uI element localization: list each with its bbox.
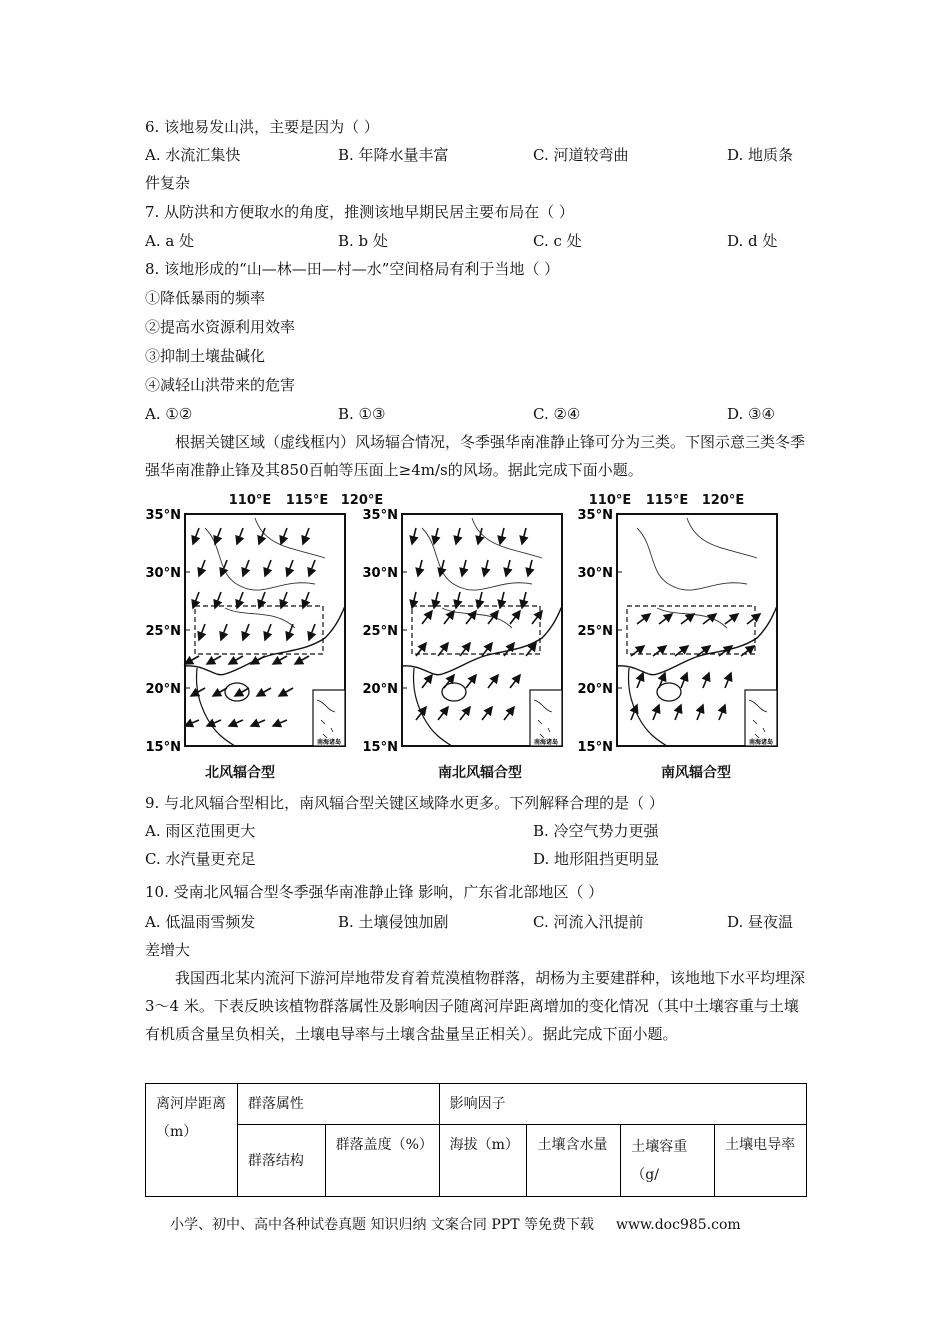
q9-option-c: C. 水汽量更充足 [145,850,256,868]
q7-stem: 7. 从防洪和方便取水的角度，推测该地早期民居主要布局在（ ） [145,203,574,221]
inset-box [313,690,345,746]
map-intro-text: 根据关键区域（虚线框内）风场辐合情况，冬季强华南准静止锋可分为三类。下图示意三类冬季强华南准静止锋及其850百帕等压面上≥4m/s的风场。据此完成下面小题。 [145,433,806,479]
q7-option-d: D. d 处 [727,232,778,250]
footer-text: 小学、初中、高中各种试卷真题 知识归纳 文案合同 PPT 等免费下载 [170,1217,594,1233]
q7-option-b: B. b 处 [338,232,388,250]
q10-option-b: B. 土壤侵蚀加剧 [338,913,449,931]
q7-option-c: C. c 处 [533,232,582,250]
q9-option-d: D. 地形阻挡更明显 [533,850,660,868]
q8-statement-4: ④减轻山洪带来的危害 [145,376,296,394]
latitude-label: 35°N [362,508,398,523]
q9-option-b: B. 冷空气势力更强 [533,822,659,840]
map-panel-1 [146,508,345,755]
map-caption-north: 北风辐合型 [205,765,275,781]
table-intro-paragraph [145,964,810,1048]
q8-option-c: C. ②④ [533,405,581,423]
q10-option-d: D. 昼夜温 [727,913,794,931]
inset-box [530,690,562,746]
q10-option-d-continued: 差增大 [145,941,191,959]
q8-stem: 8. 该地形成的“山—林—田—村—水”空间格局有利于当地（ ） [145,260,560,278]
table-header-community-attributes: 群落属性 [237,1084,439,1125]
q8-option-d: D. ③④ [727,405,775,423]
inset-label: 南海诸岛 [533,739,559,746]
q6-option-d: D. 地质条 [727,146,794,164]
longitude-label-1: 115°E [645,493,689,508]
latitude-label: 20°N [577,682,613,697]
table-header-soil-conductivity: 土壤电导率 [715,1125,807,1197]
longitude-label-c: 120°E [340,493,384,508]
table-header-influencing-factors: 影响因子 [439,1084,806,1125]
inset-label: 南海诸岛 [748,739,774,746]
wind-field-maps [140,488,810,756]
latitude-label: 35°N [145,508,181,523]
q6-option-c: C. 河道较弯曲 [533,146,629,164]
table-header-soil-water: 土壤含水量 [527,1125,621,1197]
latitude-label: 20°N [362,682,398,697]
q8-option-b: B. ①③ [338,405,386,423]
q8-statement-3: ③抑制土壤盐碱化 [145,347,266,365]
table-header-structure: 群落结构 [237,1125,325,1197]
table-header-altitude: 海拔（m） [439,1125,527,1197]
longitude-label-a: 110°E [228,493,272,508]
q8-statement-1: ①降低暴雨的频率 [145,289,266,307]
latitude-label: 15°N [145,740,181,755]
longitude-label-2: 120°E [701,493,745,508]
q6-stem: 6. 该地易发山洪，主要是因为（ ） [145,118,379,136]
page-footer [170,1214,741,1234]
latitude-label: 25°N [145,624,181,639]
latitude-label: 30°N [577,566,613,581]
inset-label: 南海诸岛 [316,739,342,746]
table-header-distance: 离河岸距离（m） [146,1084,238,1197]
q7-option-a: A. a 处 [145,232,195,250]
latitude-label: 25°N [362,624,398,639]
latitude-label: 30°N [362,566,398,581]
table-header-cover: 群落盖度（%） [325,1125,439,1197]
q10-option-c: C. 河流入汛提前 [533,913,644,931]
table-intro-text: 我国西北某内流河下游河岸地带发育着荒漠植物群落，胡杨为主要建群种，该地地下水平均埋深 3～4 米。下表反映该植物群落属性及影响因子随离河岸距离增加的变化情况（其中土壤容重与土壤有机质含量呈负相关，土壤电导率与土壤含盐量呈正相关）。据此完成下面小题。 [145,969,806,1043]
map-panel-2 [363,508,562,755]
community-attribute-table [145,1083,807,1197]
q6-option-d-continued: 件复杂 [145,174,191,192]
table-header-soil-density: 土壤容重（g/ [621,1125,715,1197]
q6-option-b: B. 年降水量丰富 [338,146,449,164]
hainan-island [225,683,249,701]
longitude-label-0: 110°E [588,493,632,508]
latitude-label: 15°N [362,740,398,755]
latitude-label: 20°N [145,682,181,697]
latitude-label: 25°N [577,624,613,639]
longitude-label-b: 115°E [285,493,329,508]
q8-option-a: A. ①② [145,405,193,423]
q8-statement-2: ②提高水资源利用效率 [145,318,296,336]
inset-box [745,690,777,746]
q9-option-a: A. 雨区范围更大 [145,822,256,840]
latitude-label: 30°N [145,566,181,581]
map-caption-north-south: 南北风辐合型 [438,765,522,781]
map-intro-paragraph [145,428,810,484]
map-caption-south: 南风辐合型 [661,765,731,781]
q6-option-a: A. 水流汇集快 [145,146,241,164]
footer-url[interactable]: www.doc985.com [615,1217,741,1233]
latitude-label: 15°N [577,740,613,755]
q9-stem: 9. 与北风辐合型相比，南风辐合型关键区域降水更多。下列解释合理的是（ ） [145,794,664,812]
map-panel-3 [578,508,777,755]
latitude-label: 35°N [577,508,613,523]
q10-stem: 10. 受南北风辐合型冬季强华南准静止锋 影响，广东省北部地区（ ） [145,883,604,901]
q10-option-a: A. 低温雨雪频发 [145,913,256,931]
